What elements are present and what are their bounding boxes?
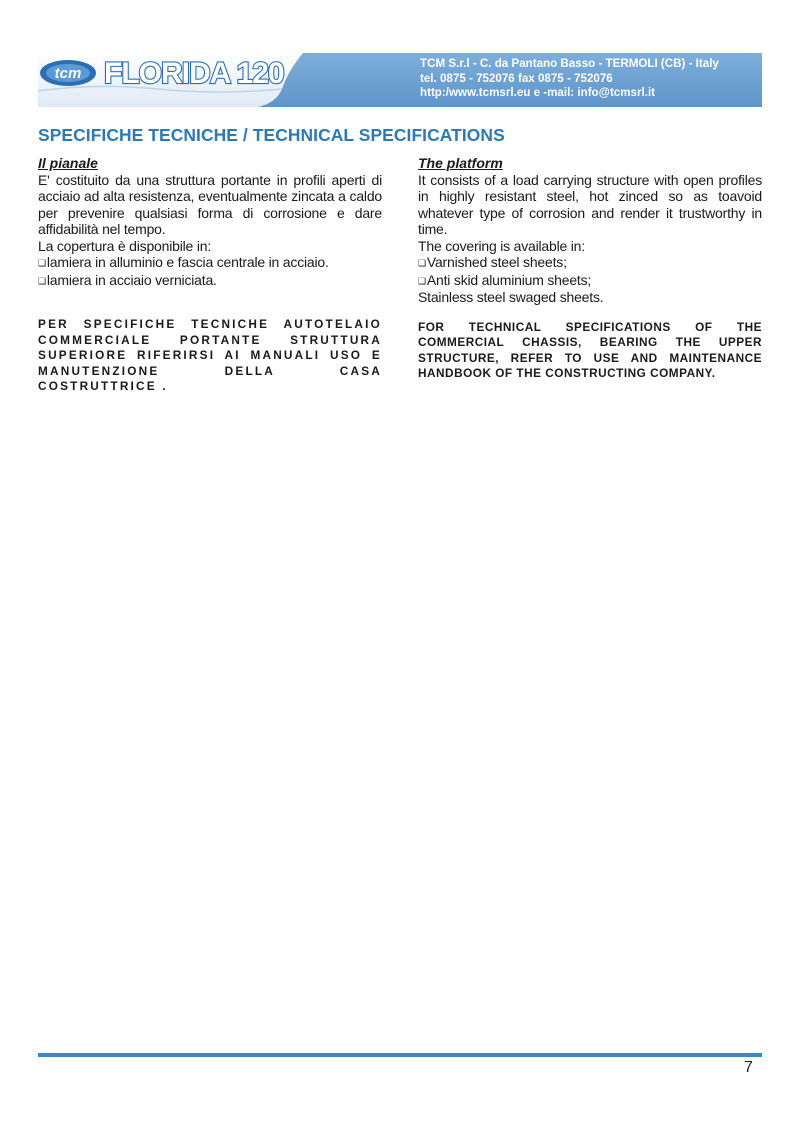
italian-covering-intro: La copertura è disponibile in:: [38, 237, 212, 254]
checkbox-bullet-icon: ❑: [38, 275, 46, 286]
list-item: ❑lamiera in alluminio e fascia centrale in acciaio.: [38, 254, 329, 270]
list-item: ❑Varnished steel sheets;: [418, 254, 567, 270]
page-title: SPECIFICHE TECNICHE / TECHNICAL SPECIFICATIONS: [38, 125, 505, 145]
italian-heading: Il pianale: [38, 155, 98, 171]
english-covering-intro: The covering is available in:: [418, 237, 585, 254]
english-description: It consists of a load carrying structure with open profiles in highly resistant steel, hot zinced so as toavoid whatever type of corrosion and render it trustworthy in time.: [418, 171, 762, 237]
checkbox-bullet-icon: ❑: [418, 258, 426, 268]
english-note: FOR TECHNICAL SPECIFICATIONS OF THE COMMERCIAL CHASSIS, BEARING THE UPPER STRUCTURE, REFER TO USE AND MAINTENANCE HANDBOOK OF THE CONSTRUCTING COMPANY.: [418, 319, 762, 380]
checkbox-bullet-icon: ❑: [38, 258, 46, 268]
logo-model-text: FLORIDA 120: [104, 57, 284, 90]
page-header: [38, 53, 762, 107]
english-heading: The platform: [418, 155, 503, 171]
list-item: Stainless steel swaged sheets.: [418, 289, 604, 305]
italian-column: [38, 155, 382, 395]
phone-fax: tel. 0875 - 752076 fax 0875 - 752076: [420, 71, 613, 85]
footer-divider: [38, 1053, 762, 1057]
page-number: 7: [744, 1059, 753, 1076]
web-email[interactable]: http:/www.tcmsrl.eu e -mail: info@tcmsrl.it: [420, 86, 656, 99]
italian-description: E' costituito da una struttura portante in profili aperti di acciaio ad alta resistenza, eventualmente zincata a caldo per prevenire qualsiasi forma di corrosione e dare affidabilità nel tempo.: [38, 171, 382, 237]
company-address: TCM S.r.l - C. da Pantano Basso - TERMOLI (CB) - Italy: [420, 57, 719, 70]
contact-block: [420, 57, 760, 101]
list-item: ❑Anti skid aluminium sheets;: [418, 271, 592, 288]
english-column: [418, 155, 762, 382]
logo-brand-text: tcm: [54, 65, 82, 82]
list-item: ❑lamiera in acciaio verniciata.: [38, 271, 217, 288]
italian-note: PER SPECIFICHE TECNICHE AUTOTELAIO COMMERCIALE PORTANTE STRUTTURA SUPERIORE RIFERIRSI AI MANUALI USO E MANUTENZIONE DELLA CASA COSTRUTTRICE .: [38, 317, 382, 393]
checkbox-bullet-icon: ❑: [418, 275, 426, 286]
